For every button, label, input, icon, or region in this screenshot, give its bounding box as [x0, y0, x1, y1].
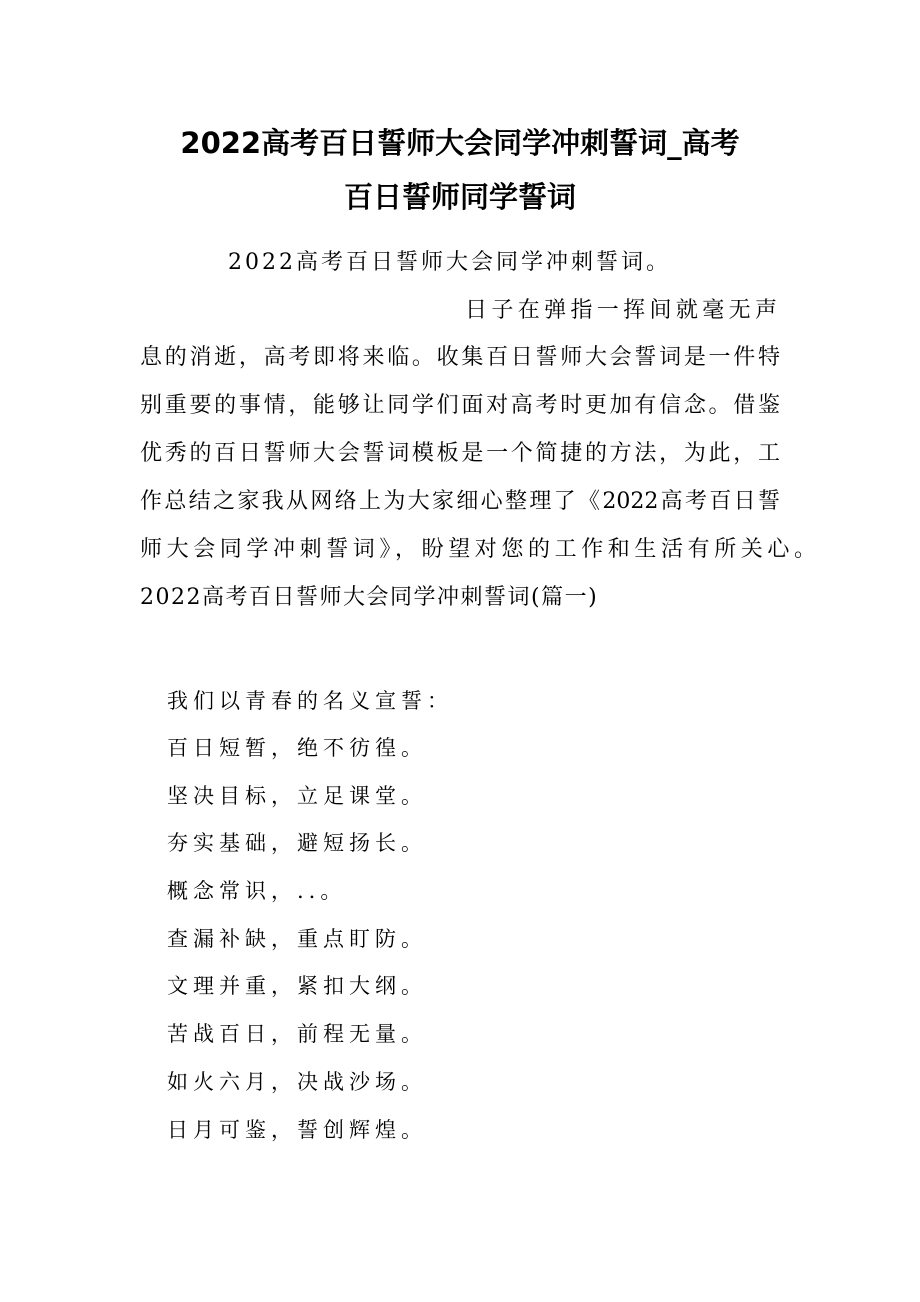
oath-line: 苦战百日，前程无量。 [167, 1022, 427, 1046]
intro-line: 师大会同学冲刺誓词》，盼望对您的工作和生活有所关心。 [140, 537, 821, 562]
oath-line: 概念常识，..。 [167, 879, 347, 903]
oath-line: 文理并重，紧扣大纲。 [167, 974, 427, 998]
intro-line: 优秀的百日誓师大会誓词模板是一个简捷的方法，为此，工 [140, 441, 780, 466]
subtitle: 2022高考百日誓师大会同学冲刺誓词。 [228, 250, 671, 275]
document-title-line-1: 2022高考百日誓师大会同学冲刺誓词_高考 [180, 126, 740, 160]
intro-line: 日子在弹指一挥间就毫无声 [465, 298, 777, 323]
oath-line: 我们以青春的名义宣誓： [167, 689, 453, 713]
intro-line: 息的消逝，高考即将来临。收集百日誓师大会誓词是一件特 [140, 345, 780, 370]
oath-line: 百日短暂，绝不彷徨。 [167, 736, 427, 760]
oath-line: 如火六月，决战沙场。 [167, 1070, 427, 1094]
intro-line: 作总结之家我从网络上为大家细心整理了《2022高考百日誓 [140, 489, 780, 514]
section-heading: 2022高考百日誓师大会同学冲刺誓词(篇一) [140, 585, 599, 610]
oath-line: 查漏补缺，重点盯防。 [167, 927, 427, 951]
document-title-line-2: 百日誓师同学誓词 [343, 180, 576, 214]
intro-line: 别重要的事情，能够让同学们面对高考时更加有信念。借鉴 [140, 393, 780, 418]
oath-line: 夯实基础，避短扬长。 [167, 831, 427, 855]
oath-line: 日月可鉴，誓创辉煌。 [167, 1118, 427, 1142]
oath-line: 坚决目标，立足课堂。 [167, 784, 427, 808]
